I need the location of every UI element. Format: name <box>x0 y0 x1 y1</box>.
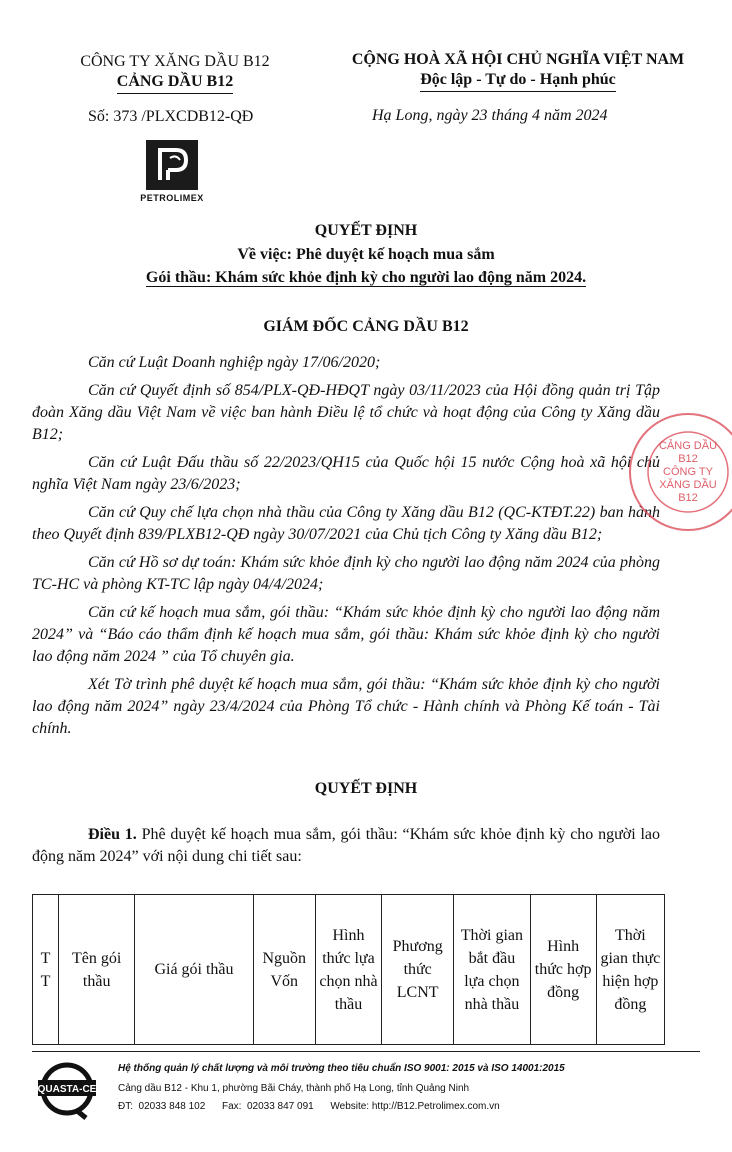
country-name: CỘNG HOÀ XÃ HỘI CHỦ NGHĨA VIỆT NAM <box>351 51 685 68</box>
basis-item: Căn cứ Hồ sơ dự toán: Khám sức khỏe định kỳ cho người lao động năm 2024 của phòng TC-HC và phòng KT-TC lập ngày 04/4/2024; <box>32 554 660 593</box>
decision-title: QUYẾT ĐỊNH <box>314 222 418 239</box>
col-header: Thời gian thực hiện hợp đồng <box>596 895 664 1045</box>
stamp-text: CÔNG TY <box>663 466 713 478</box>
article-1-text: Phê duyệt kế hoạch mua sắm, gói thầu: “Khám sức khỏe định kỳ cho người lao động năm 2024” với nội dung chi tiết sau: <box>32 826 661 865</box>
authority-title: GIÁM ĐỐC CẢNG DẦU B12 <box>263 318 469 335</box>
footer-contact: ĐT: 02033 848 102 Fax: 02033 847 091 Website: http://B12.Petrolimex.com.vn <box>118 1101 500 1112</box>
basis-item: Căn cứ kế hoạch mua sắm, gói thầu: “Khám sức khỏe định kỳ cho người lao động năm 2024” và “Báo cáo thẩm định kế hoạch mua sắm, gói thầu: Khám sức khỏe định kỳ cho người lao động năm 2024 ” của Tổ chuyên gia. <box>32 604 660 665</box>
decision-heading: QUYẾT ĐỊNH <box>314 780 418 797</box>
footer-iso: Hệ thống quản lý chất lượng và môi trường theo tiêu chuẩn ISO 9001: 2015 và ISO 14001:2015 <box>118 1063 565 1074</box>
col-header: Tên gói thầu <box>59 895 135 1045</box>
unit-name: CẢNG DẦU B12 <box>40 72 310 94</box>
company-stamp <box>626 402 732 542</box>
place-date: Hạ Long, ngày 23 tháng 4 năm 2024 <box>372 107 608 124</box>
col-header: Giá gói thầu <box>135 895 253 1045</box>
quasta-logo <box>36 1060 98 1120</box>
basis-item: Căn cứ Quyết định số 854/PLX-QĐ-HĐQT ngày 03/11/2023 của Hội đồng quản trị Tập đoàn Xăng dầu Việt Nam về việc ban hành Điều lệ tổ chức và hoạt động của Công ty Xăng dầu B12; <box>32 382 660 443</box>
document-number: Số: 373 /PLXCDB12-QĐ <box>88 108 254 125</box>
stamp-text: XĂNG DẦU <box>659 479 717 491</box>
basis-item: Xét Tờ trình phê duyệt kế hoạch mua sắm, gói thầu: “Khám sức khỏe định kỳ cho người lao động năm 2024” ngày 23/4/2024 của Phòng Tổ chức - Hành chính và Phòng Kế toán - Tài chính. <box>32 676 660 737</box>
col-header: Hình thức lựa chọn nhà thầu <box>315 895 381 1045</box>
table-header-row <box>33 895 665 1045</box>
issuer-block <box>40 52 310 94</box>
article-1 <box>32 824 660 868</box>
stamp-text: B12 <box>678 492 698 504</box>
col-header: T T <box>33 895 59 1045</box>
col-header: Phương thức LCNT <box>382 895 454 1045</box>
subject-line-1: Về việc: Phê duyệt kế hoạch mua sắm <box>237 246 495 263</box>
motto: Độc lập - Tự do - Hạnh phúc <box>318 70 718 92</box>
national-header <box>318 50 718 92</box>
col-header: Thời gian bắt đầu lựa chọn nhà thầu <box>454 895 530 1045</box>
stamp-text: B12 <box>678 453 698 465</box>
footer-divider <box>32 1051 700 1052</box>
col-header: Nguồn Vốn <box>253 895 315 1045</box>
basis-list <box>32 352 660 746</box>
basis-item: Căn cứ Luật Đấu thầu số 22/2023/QH15 của Quốc hội 15 nước Cộng hoà xã hội chủ nghĩa Việt Nam ngày 23/6/2023; <box>32 454 660 493</box>
article-1-label: Điều 1. <box>88 826 137 843</box>
col-header: Hình thức hợp đồng <box>530 895 596 1045</box>
petrolimex-logo <box>146 140 198 190</box>
procurement-plan-table <box>32 894 665 1045</box>
quasta-logo-text: QUASTA-CE <box>37 1084 97 1095</box>
stamp-text: CẢNG DẦU <box>658 440 718 452</box>
company-name: CÔNG TY XĂNG DẦU B12 <box>80 53 270 70</box>
logo-caption: PETROLIMEX <box>140 193 204 203</box>
basis-item: Căn cứ Quy chế lựa chọn nhà thầu của Công ty Xăng dầu B12 (QC-KTĐT.22) ban hành theo Quyết định 839/PLXB12-QĐ ngày 30/07/2021 của Chủ tịch Công ty Xăng dầu B12; <box>32 504 660 543</box>
footer-address: Cảng dầu B12 - Khu 1, phường Bãi Cháy, thành phố Hạ Long, tỉnh Quảng Ninh <box>118 1083 470 1094</box>
basis-item: Căn cứ Luật Doanh nghiệp ngày 17/06/2020; <box>88 354 381 371</box>
subject-line-2: Gói thầu: Khám sức khỏe định kỳ cho người lao động năm 2024. <box>145 269 587 286</box>
